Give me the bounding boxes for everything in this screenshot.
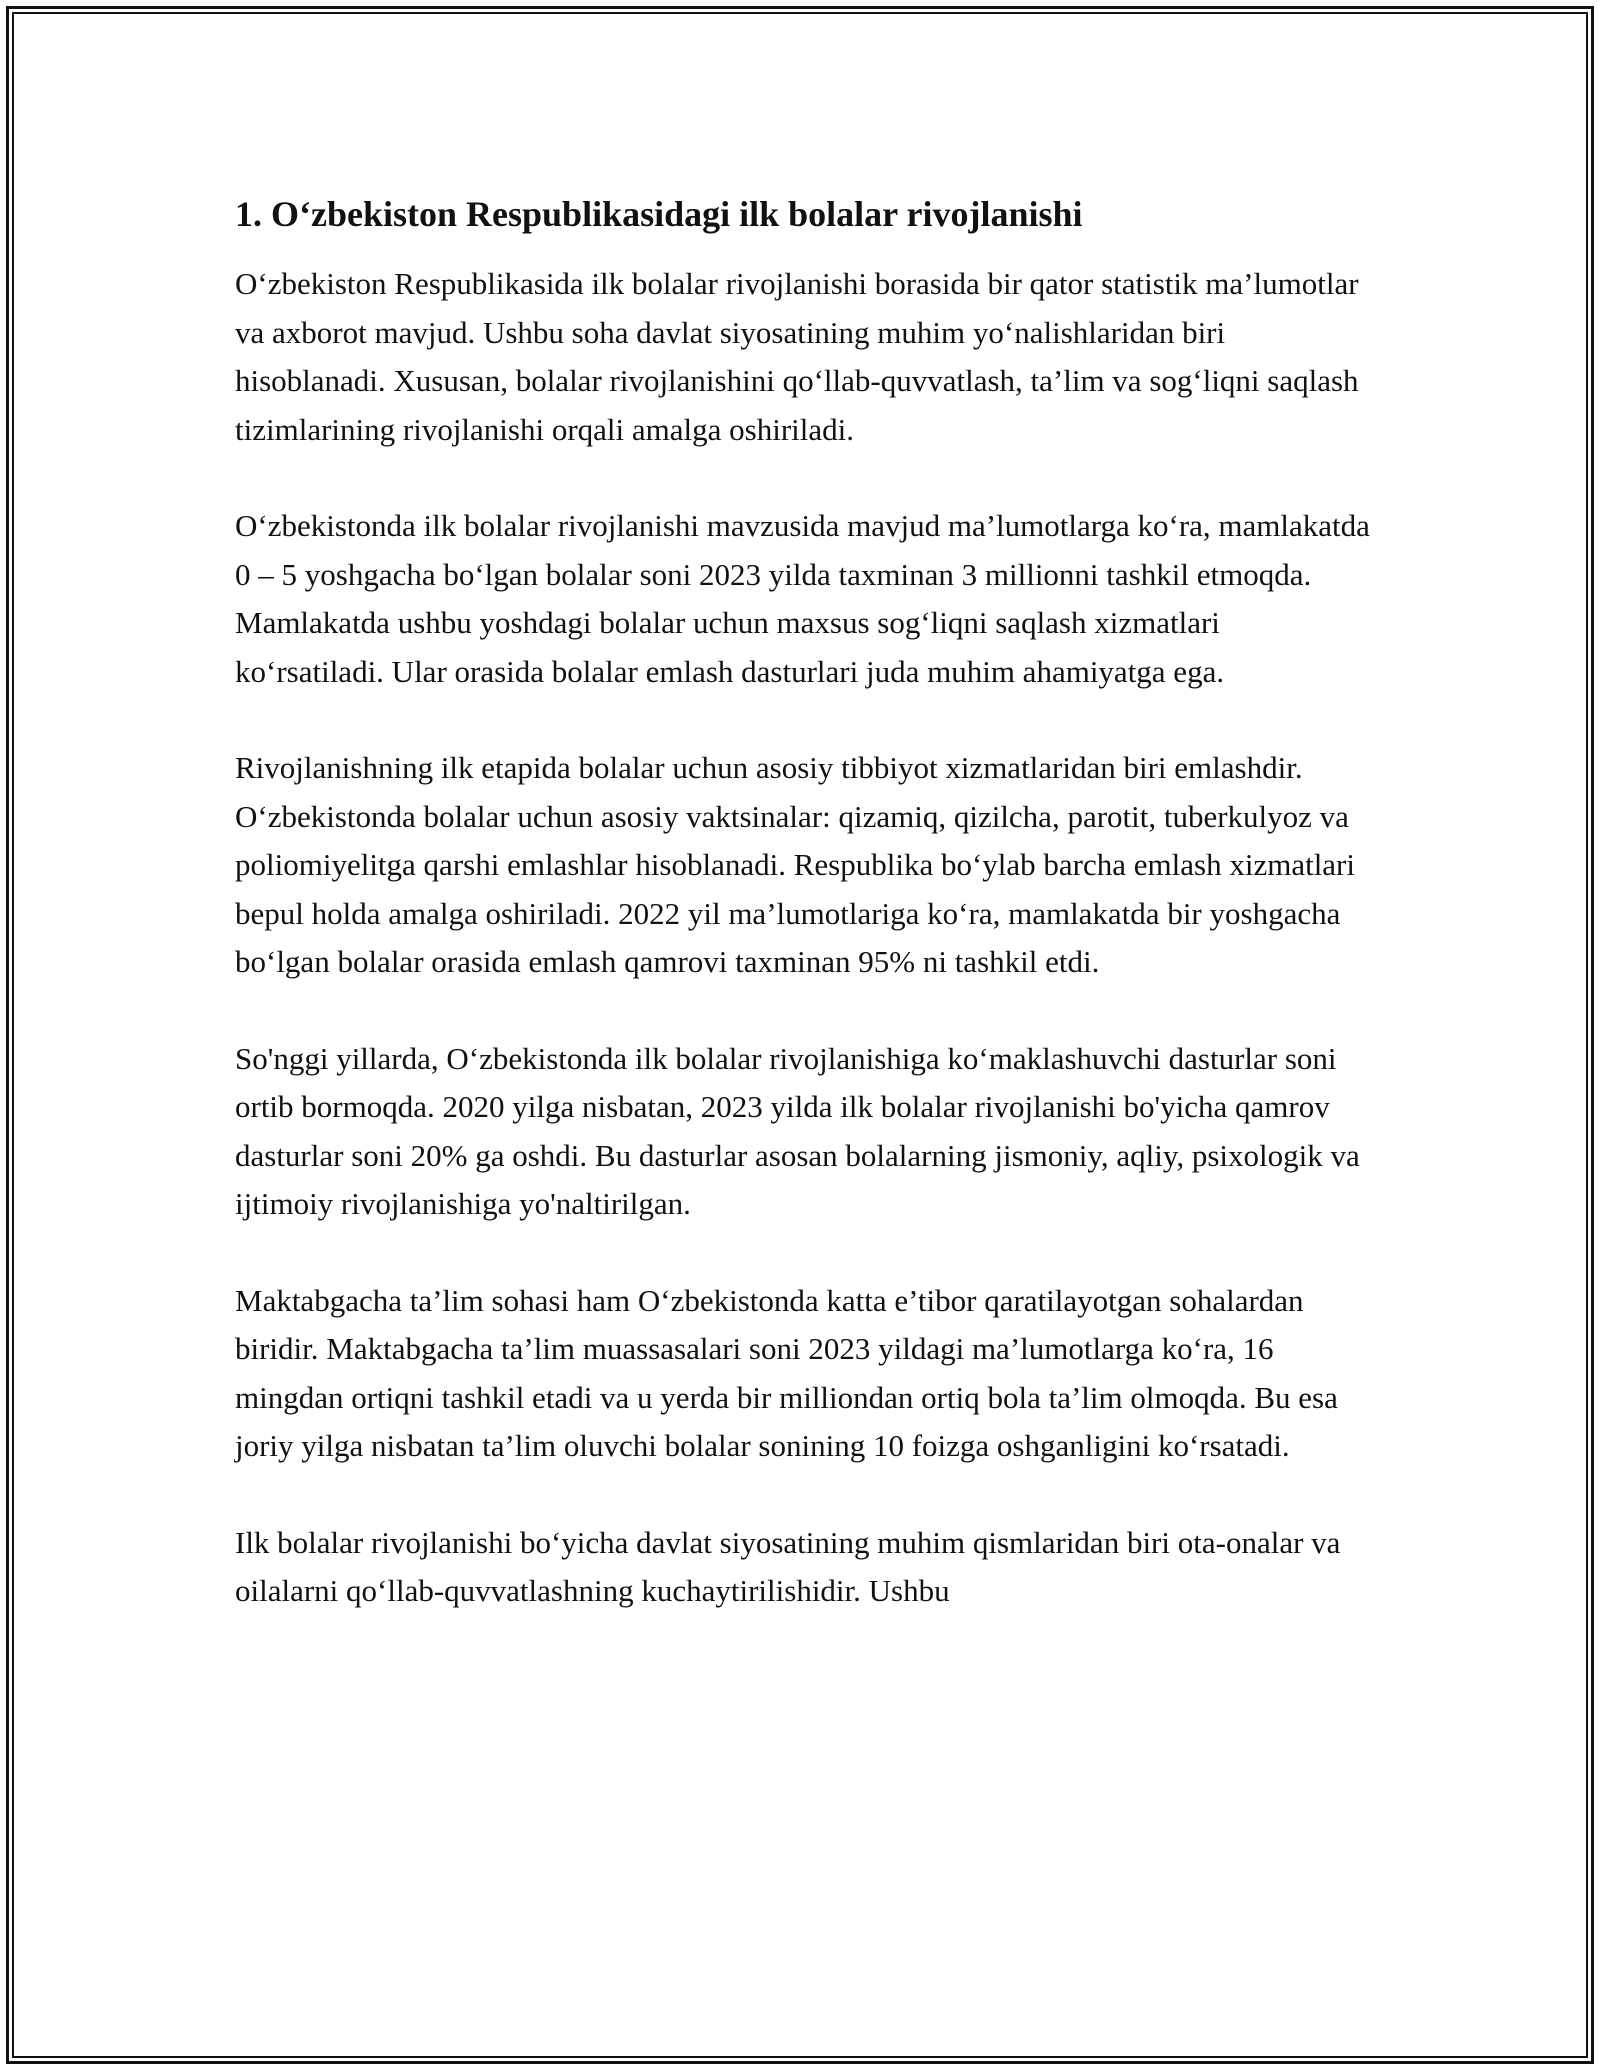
document-body — [235, 188, 1370, 1664]
paragraph-list — [235, 260, 1370, 1616]
section-heading: 1. O‘zbekiston Respublikasidagi ilk bolalar rivojlanishi — [235, 194, 1083, 234]
paragraph-programs: So'nggi yillarda, O‘zbekistonda ilk bolalar rivojlanishiga ko‘maklashuvchi dasturlar soni ortib bormoqda. 2020 yilga nisbatan, 2023 yilda ilk bolalar rivojlanishi bo'yicha qamrov dasturlar soni 20% ga oshdi. Bu dasturlar asosan bolalarning jismoniy, aqliy, psixologik va ijtimoiy rivojlanishiga yo'naltirilgan. — [235, 1040, 1360, 1221]
paragraph-vaccination: Rivojlanishning ilk etapida bolalar uchun asosiy tibbiyot xizmatlaridan biri emlashdir. O‘zbekistonda bolalar uchun asosiy vaktsinalar: qizamiq, qizilcha, parotit, tuberkulyoz va poliomiyelitga qarshi emlashlar hisoblanadi. Respublika bo‘ylab barcha emlash xizmatlari bepul holda amalga oshiriladi. 2022 yil ma’lumotlariga ko‘ra, mamlakatda bir yoshgacha bo‘lgan bolalar orasida emlash qamrovi taxminan 95% ni tashkil etdi. — [235, 750, 1355, 979]
paragraph-preschool: Maktabgacha ta’lim sohasi ham O‘zbekistonda katta e’tibor qaratilayotgan sohalardan biridir. Maktabgacha ta’lim muassasalari soni 2023 yildagi ma’lumotlarga ko‘ra, 16 mingdan ortiqni tashkil etadi va u yerda bir milliondan ortiq bola ta’lim olmoqda. Bu esa joriy yilga nisbatan ta’lim oluvchi bolalar sonining 10 foizga oshganligini ko‘rsatadi. — [235, 1282, 1338, 1463]
paragraph-intro: O‘zbekiston Respublikasida ilk bolalar rivojlanishi borasida bir qator statistik ma’lumotlar va axborot mavjud. Ushbu soha davlat siyosatining muhim yo‘nalishlaridan biri hisoblanadi. Xususan, bolalar rivojlanishini qo‘llab-quvvatlash, ta’lim va sog‘liqni saqlash tizimlarining rivojlanishi orqali amalga oshiriladi. — [235, 266, 1359, 447]
paragraph-family-support: Ilk bolalar rivojlanishi bo‘yicha davlat siyosatining muhim qismlaridan biri ota-onalar va oilalarni qo‘llab-quvvatlashning kuchaytirilishidir. Ushbu — [235, 1524, 1341, 1608]
paragraph-population: O‘zbekistonda ilk bolalar rivojlanishi mavzusida mavjud ma’lumotlarga ko‘ra, mamlakatda 0 – 5 yoshgacha bo‘lgan bolalar soni 2023 yilda taxminan 3 millionni tashkil etmoqda. Mamlakatda ushbu yoshdagi bolalar uchun maxsus sog‘liqni saqlash xizmatlari ko‘rsatiladi. Ular orasida bolalar emlash dasturlari juda muhim ahamiyatga ega. — [235, 508, 1370, 689]
